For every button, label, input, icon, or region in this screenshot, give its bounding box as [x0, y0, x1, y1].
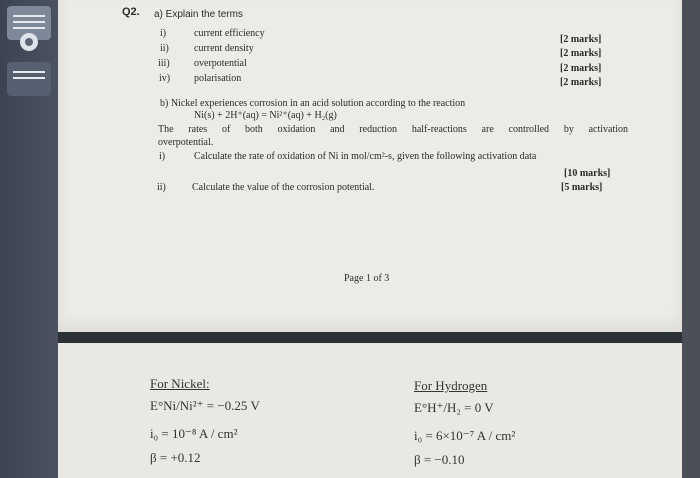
page-edge-shadow	[682, 0, 700, 478]
page-thumbnail-2[interactable]	[7, 62, 51, 96]
reaction-equation: Ni(s) + 2H⁺(aq) = Ni²⁺(aq) + H₂(g)	[194, 110, 337, 121]
item-num: iv)	[159, 73, 171, 84]
item-term: polarisation	[194, 73, 242, 84]
page-number-label: Page 1 of 3	[344, 273, 390, 284]
hydrogen-e0: E°H⁺/H₂ = 0 V	[414, 400, 494, 415]
nickel-heading: For Nickel:	[150, 376, 210, 391]
item-num: iii)	[158, 58, 170, 69]
subq-num: i)	[159, 151, 166, 162]
record-icon[interactable]	[20, 33, 38, 51]
hydrogen-beta: β = −0.10	[414, 452, 465, 467]
item-marks: [2 marks]	[560, 34, 602, 45]
nickel-beta: β = +0.12	[150, 450, 201, 465]
item-marks: [2 marks]	[560, 63, 602, 74]
activation-data-page	[58, 343, 682, 478]
hydrogen-heading: For Hydrogen	[414, 378, 488, 393]
thumbnail-sidebar	[0, 0, 58, 478]
subq-marks: [5 marks]	[561, 182, 603, 193]
hydrogen-i0: i₀ = 6×10⁻⁷ A / cm²	[414, 428, 516, 443]
item-term: current efficiency	[194, 28, 265, 39]
question-number: Q2.	[122, 6, 140, 18]
subq-num: ii)	[157, 182, 166, 193]
nickel-i0: i₀ = 10⁻⁸ A / cm²	[150, 426, 238, 441]
item-term: current density	[194, 43, 254, 54]
subq-text: Calculate the value of the corrosion potential.	[192, 182, 375, 193]
item-term: overpotential	[194, 58, 247, 69]
part-b-intro: b) Nickel experiences corrosion in an acid solution according to the reaction	[160, 98, 466, 109]
nickel-e0: E°Ni/Ni²⁺ = −0.25 V	[150, 398, 260, 413]
rates-text-cont: overpotential.	[158, 137, 214, 148]
item-num: ii)	[160, 43, 169, 54]
item-num: i)	[160, 28, 167, 39]
item-marks: [2 marks]	[560, 77, 602, 88]
document-page	[58, 0, 682, 332]
part-a-heading: a) Explain the terms	[154, 9, 243, 20]
rates-text: The rates of both oxidation and reduction half-reactions are controlled by activation	[158, 124, 628, 135]
subq-text: Calculate the rate of oxidation of Ni in mol/cm²-s, given the following activation data	[194, 151, 537, 162]
subq-marks: [10 marks]	[564, 168, 611, 179]
item-marks: [2 marks]	[560, 48, 602, 59]
